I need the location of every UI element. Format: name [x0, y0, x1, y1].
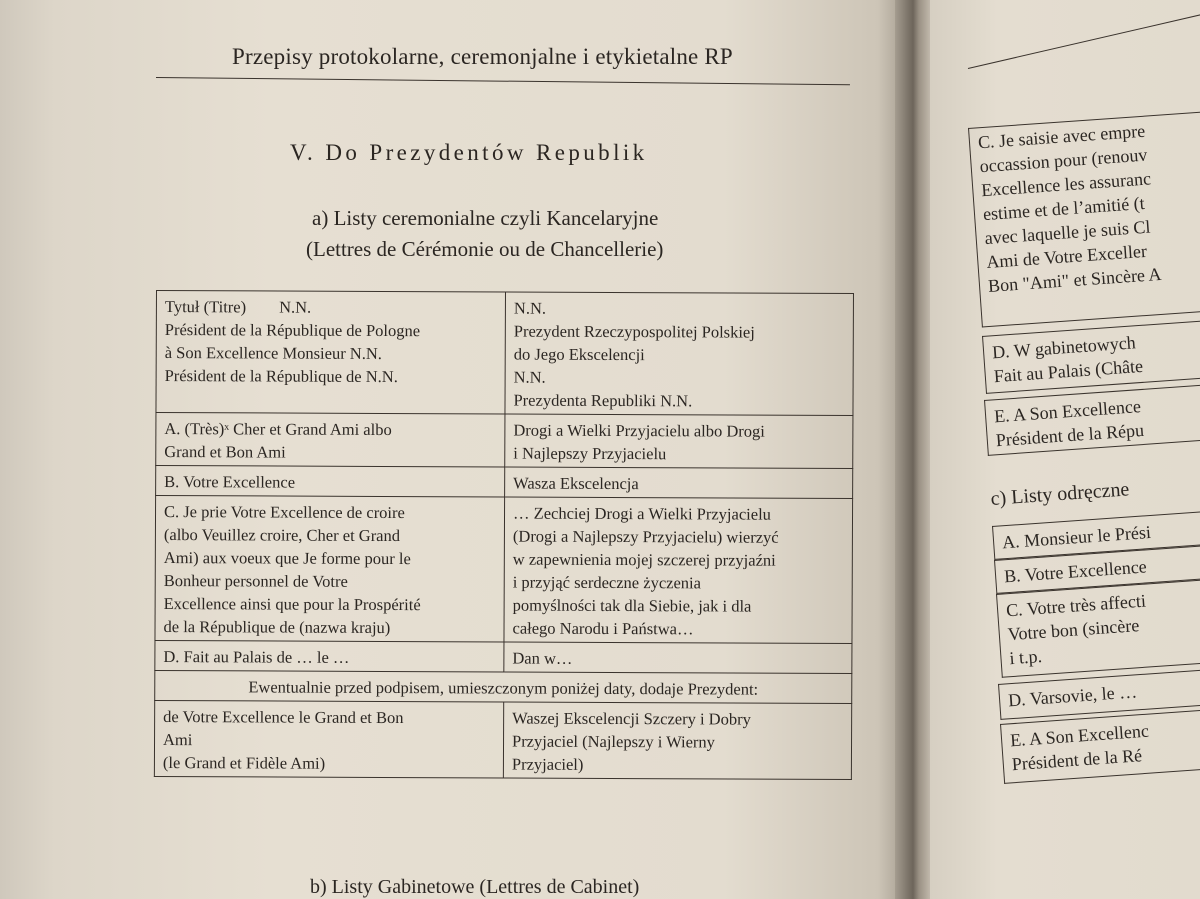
box-line: A. Monsieur le Prési: [1001, 521, 1152, 553]
cell-line: całego Narodu i Państwa…: [512, 618, 694, 639]
cell-line: de la République de (nazwa kraju): [163, 617, 391, 638]
cell-line: à Son Excellence Monsieur N.N.: [164, 343, 382, 363]
box-line: D. Varsovie, le …: [1007, 681, 1138, 711]
cell-line: B. Votre Excellence: [164, 472, 296, 492]
cell-line: Bonheur personnel de Votre: [163, 571, 348, 591]
cell-line: A. (Très)ˣ Cher et Grand Ami albo: [164, 419, 392, 440]
cell-polish: [505, 292, 854, 416]
cell-line: de Votre Excellence le Grand et Bon: [163, 707, 404, 728]
cell-line: Drogi a Wielki Przyjacielu albo Drogi: [513, 420, 765, 441]
box-line: Président de la Ré: [1011, 745, 1143, 775]
box-line: C. Je saisie avec empre: [977, 120, 1146, 153]
cell-note: Ewentualnie przed podpisem, umieszczonym poniżej daty, dodaje Prezydent:: [155, 670, 852, 703]
cell-line: … Zechciej Drogi a Wielki Przyjacielu: [512, 503, 771, 524]
right-list-item-e: [1000, 709, 1200, 784]
cell-line: D. Fait au Palais de … le …: [163, 647, 350, 667]
box-line: Excellence les assuranc: [980, 168, 1152, 201]
section-title: V. Do Prezydentów Republik: [290, 140, 648, 165]
cell-line: i przyjąć serdeczne życzenia: [512, 572, 702, 593]
right-header-rule: [968, 14, 1200, 69]
box-line: avec laquelle je suis Cl: [984, 216, 1151, 249]
cell-polish: [505, 467, 853, 499]
running-head: Przepisy protokolarne, ceremonjalne i etykietalne RP: [232, 44, 733, 69]
cell-line: Prezydenta Republiki N.N.: [513, 390, 693, 411]
cell-french: [156, 291, 506, 415]
box-line: E. A Son Excellenc: [1009, 720, 1150, 751]
book-gutter: [895, 0, 935, 899]
box-line: occassion pour (renouv: [979, 144, 1148, 177]
cell-polish: [504, 497, 853, 644]
ceremonial-letters-table: [154, 290, 854, 780]
cell-french: [156, 466, 505, 498]
box-line: E. A Son Excellence: [993, 396, 1142, 427]
subsection-a-subtitle: (Lettres de Cérémonie ou de Chancellerie): [306, 237, 664, 261]
cell-line: Président de la République de Pologne: [164, 320, 421, 341]
cell-french: [156, 413, 505, 468]
cell-line: Président de la République de N.N.: [164, 366, 398, 387]
cell-line: i Najlepszy Przyjacielu: [513, 443, 667, 464]
right-box-e: [984, 384, 1200, 456]
cell-line: Prezydent Rzeczypospolitej Polskiej: [513, 321, 755, 342]
cell-line: Dan w…: [512, 648, 573, 668]
table-row-b: [156, 466, 853, 499]
box-line: D. W gabinetowych: [991, 332, 1137, 363]
box-line: C. Votre très affecti: [1005, 590, 1147, 621]
box-line: B. Votre Excellence: [1003, 556, 1148, 587]
cell-line: N.N.: [513, 298, 547, 318]
cell-french: [155, 496, 505, 643]
cell-line: Excellence ainsi que pour la Prospérité: [163, 594, 421, 615]
box-line: Président de la Répu: [995, 419, 1145, 451]
table-row-note: [155, 670, 852, 703]
right-heading-c: c) Listy odręczne: [990, 478, 1131, 510]
cell-polish: [505, 414, 853, 469]
right-box-c: [968, 111, 1200, 327]
table-row-c: [155, 496, 853, 644]
cell-line: N.N.: [513, 367, 546, 387]
cell-line: Grand et Bon Ami: [164, 442, 286, 462]
cell-line: Ami: [162, 730, 193, 750]
table-row-title: [156, 291, 854, 416]
cell-line: (le Grand et Fidèle Ami): [162, 753, 326, 773]
right-list-item-c: [996, 579, 1200, 678]
cell-line: (Drogi a Najlepszy Przyjacielu) wierzyć: [512, 526, 779, 547]
table-row-signature: [154, 700, 851, 779]
header-rule: [156, 77, 850, 85]
subsection-a-title: a) Listy ceremonialne czyli Kancelaryjne: [312, 206, 659, 230]
cell-line: Waszej Ekscelencji Szczery i Dobry: [512, 708, 751, 729]
cell-line: do Jego Ekscelencji: [513, 344, 645, 365]
cell-line: Wasza Ekscelencja: [513, 473, 639, 494]
cell-french: [154, 700, 503, 778]
cell-line: w zapewnienia mojej szczerej przyjaźni: [512, 549, 776, 570]
right-page: [930, 0, 1200, 899]
right-box-d: [982, 320, 1200, 394]
cell-line: Tytuł (Titre) N.N.: [164, 297, 312, 317]
cell-line: Przyjaciel): [511, 754, 584, 774]
subsection-b-title: b) Listy Gabinetowe (Lettres de Cabinet): [310, 876, 640, 898]
table-row-a: [156, 413, 853, 469]
cell-polish: [503, 702, 851, 780]
cell-french: [155, 640, 504, 672]
cell-line: Przyjaciel (Najlepszy i Wierny: [511, 731, 715, 752]
cell-line: pomyślności tak dla Siebie, jak i dla: [512, 595, 752, 616]
cell-polish: [504, 642, 852, 674]
cell-line: (albo Veuillez croire, Cher et Grand: [163, 525, 401, 546]
box-line: i t.p.: [1008, 645, 1043, 669]
box-line: Fait au Palais (Châte: [993, 355, 1144, 387]
table-row-d: [155, 640, 852, 673]
cell-line: C. Je prie Votre Excellence de croire: [163, 502, 405, 523]
box-line: Votre bon (sincère: [1007, 615, 1140, 645]
box-line: Bon "Ami" et Sincère A: [987, 263, 1163, 296]
box-line: estime et de l’amitié (t: [982, 192, 1146, 225]
cell-line: Ami) aux voeux que Je forme pour le: [163, 548, 411, 569]
box-line: Ami de Votre Exceller: [985, 240, 1148, 273]
